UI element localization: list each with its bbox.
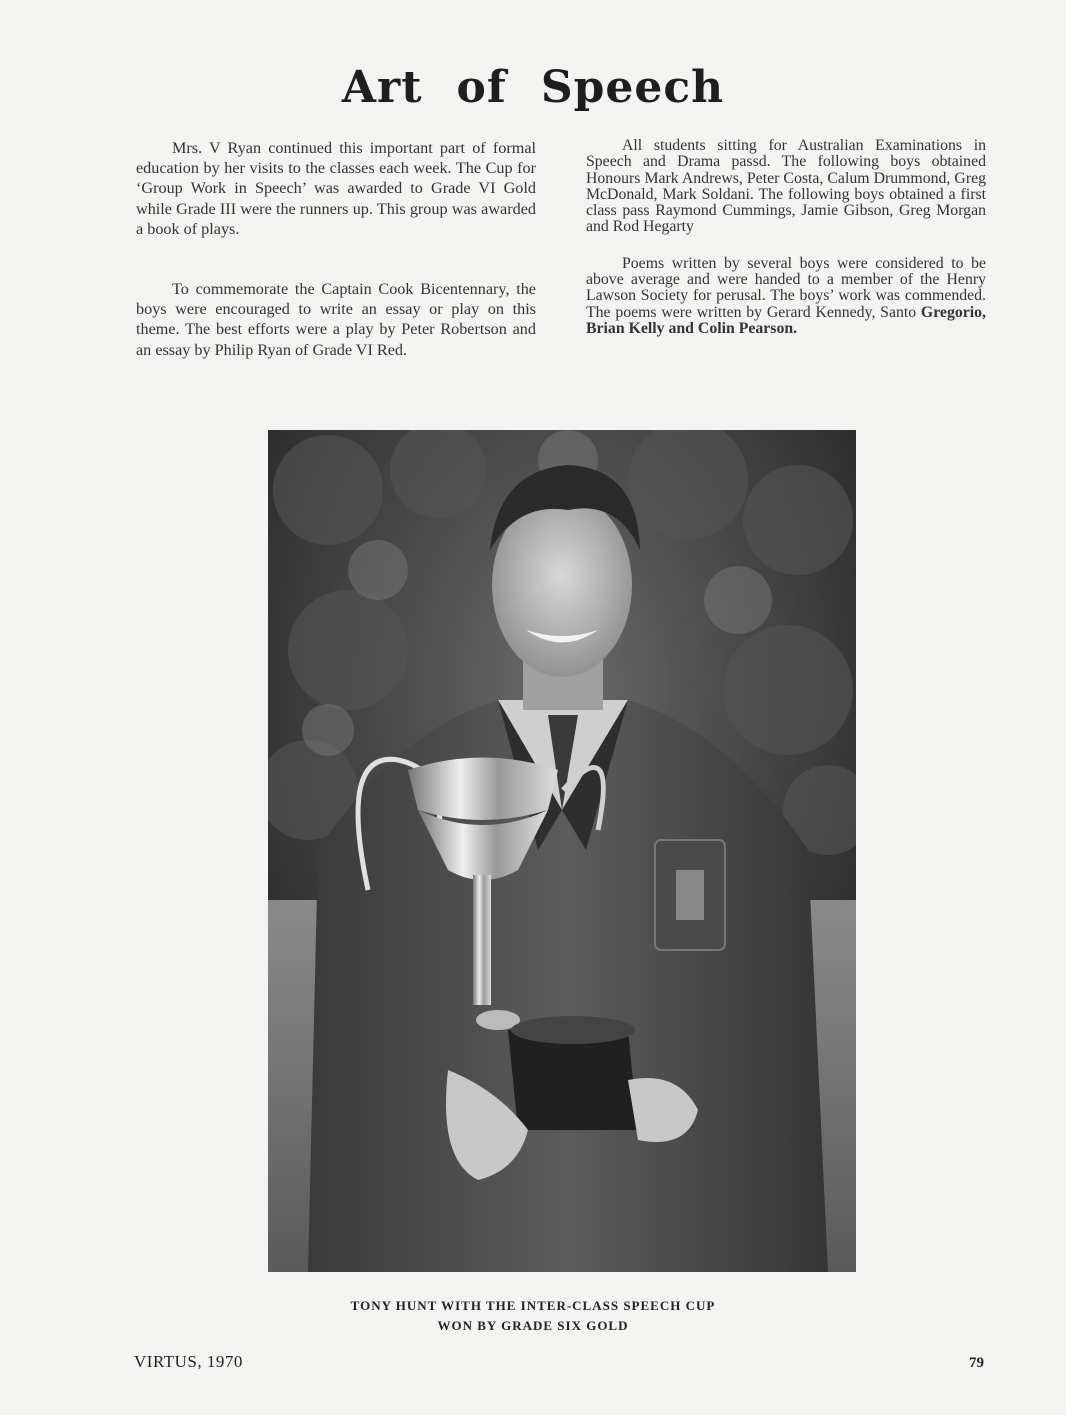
left-column [136, 138, 536, 360]
left-paragraph-2: To commemorate the Captain Cook Bicentennary, the boys were encouraged to write an essay or play on this theme. The best efforts were a play by Peter Robertson and an essay by Philip Ryan of Grade VI Red. [136, 280, 536, 359]
caption-line-2: WON BY GRADE SIX GOLD [437, 1318, 629, 1333]
publication-footer: VIRTUS, 1970 [134, 1352, 243, 1371]
left-paragraph-1: Mrs. V Ryan continued this important part of formal education by her visits to the classes each week. The Cup for ‘Group Work in Speech’ was awarded to Grade VI Gold while Grade III were the runners up. This group was awarded a book of plays. [136, 139, 536, 238]
trophy-photo [268, 430, 856, 1272]
caption-line-1: TONY HUNT WITH THE INTER-CLASS SPEECH CUP [350, 1298, 716, 1313]
page-number: 79 [969, 1355, 984, 1371]
right-column [586, 138, 986, 337]
title-word-of: of [456, 62, 507, 113]
title-word-speech: Speech [540, 62, 725, 113]
page-title [0, 62, 1066, 113]
photo-caption [0, 1296, 1066, 1336]
photo-illustration [268, 430, 856, 1272]
right-paragraph-2-text: Poems written by several boys were considered to be above average and were handed to a member of the Henry Lawson Society for perusal. The boys’ work was commended. The poems were written by Gerard Kennedy, Santo [586, 254, 986, 321]
title-word-art: Art [341, 62, 423, 113]
right-paragraph-1: All students sitting for Australian Examinations in Speech and Drama passd. The following boys obtained Honours Mark Andrews, Peter Costa, Calum Drummond, Greg McDonald, Mark Soldani. The following boys obtained a first class pass Raymond Cummings, Jamie Gibson, Greg Morgan and Rod Hegarty [586, 137, 986, 236]
right-paragraph-2-bold: Gregorio, Brian Kelly and Colin Pearson. [586, 303, 986, 337]
right-paragraph-2 [586, 256, 986, 337]
